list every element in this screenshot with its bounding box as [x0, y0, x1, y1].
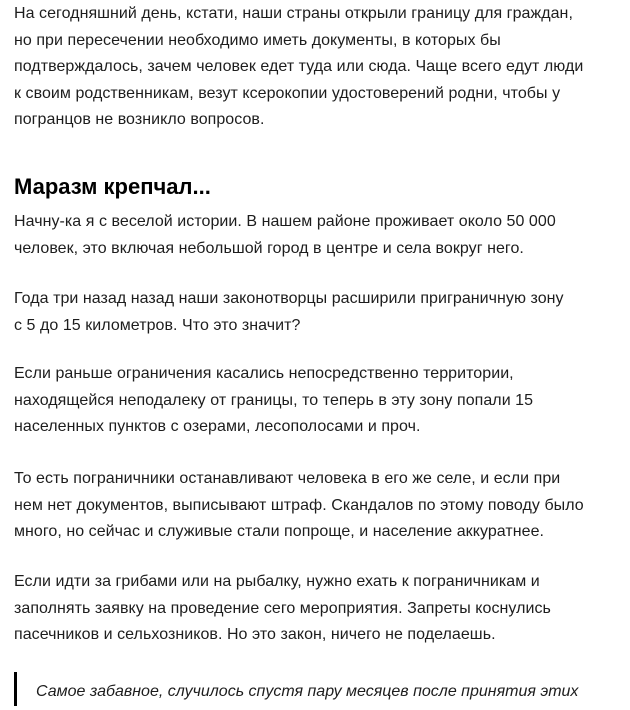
text-line: много, но сейчас и служивые стали попроще, и население аккуратнее.	[14, 523, 545, 540]
text-line: населенных пунктов с озерами, лесополосами и проч.	[14, 418, 421, 435]
quote-text: Самое забавное, случилось спустя пару месяцев после принятия этих	[36, 683, 579, 700]
text-line: к своим родственникам, везут ксерокопии удостоверений родни, чтобы у	[14, 84, 561, 102]
text-line: погранцов не возникло вопросов.	[14, 111, 265, 128]
paragraph-1	[14, 209, 620, 262]
text-line: Начну-ка я с веселой истории. В нашем районе проживает около 50 000	[14, 213, 556, 230]
text-line: нем нет документов, выписывают штраф. Скандалов по этому поводу было	[14, 496, 584, 514]
text-line: Если идти за грибами или на рыбалку, нужно ехать к пограничникам и	[14, 573, 540, 590]
paragraph-5	[14, 569, 620, 649]
text-line: с 5 до 15 километров. Что это значит?	[14, 316, 301, 334]
text-line: Года три назад назад наши законотворцы расширили приграничную зону	[14, 290, 564, 307]
text-line: человек, это включая небольшой город в центре и села вокруг него.	[14, 239, 524, 257]
paragraph-4	[14, 466, 620, 546]
text-line: находящейся неподалеку от границы, то теперь в эту зону попали 15	[14, 391, 534, 409]
text-line: пасечников и сельхозников. Но это закон, ничего не поделаешь.	[14, 626, 496, 643]
paragraph-3	[14, 361, 620, 441]
text-line: но при пересечении необходимо иметь документы, в которых бы	[14, 31, 501, 49]
text-line: заполнять заявку на проведение сего мероприятия. Запреты коснулись	[14, 599, 551, 617]
paragraph-2	[14, 286, 620, 339]
text-line: То есть пограничники останавливают человека в его же селе, и если при	[14, 470, 561, 487]
blockquote	[14, 670, 620, 710]
section-heading: Маразм крепчал...	[14, 174, 211, 199]
quote-bar	[14, 672, 17, 706]
intro-paragraph	[14, 1, 620, 134]
text-line: На сегодняшний день, кстати, наши страны открыли границу для граждан,	[14, 5, 573, 22]
text-line: подтверждалось, зачем человек едет туда или сюда. Чаще всего едут люди	[14, 58, 584, 75]
text-line: Если раньше ограничения касались непосредственно территории,	[14, 365, 514, 382]
